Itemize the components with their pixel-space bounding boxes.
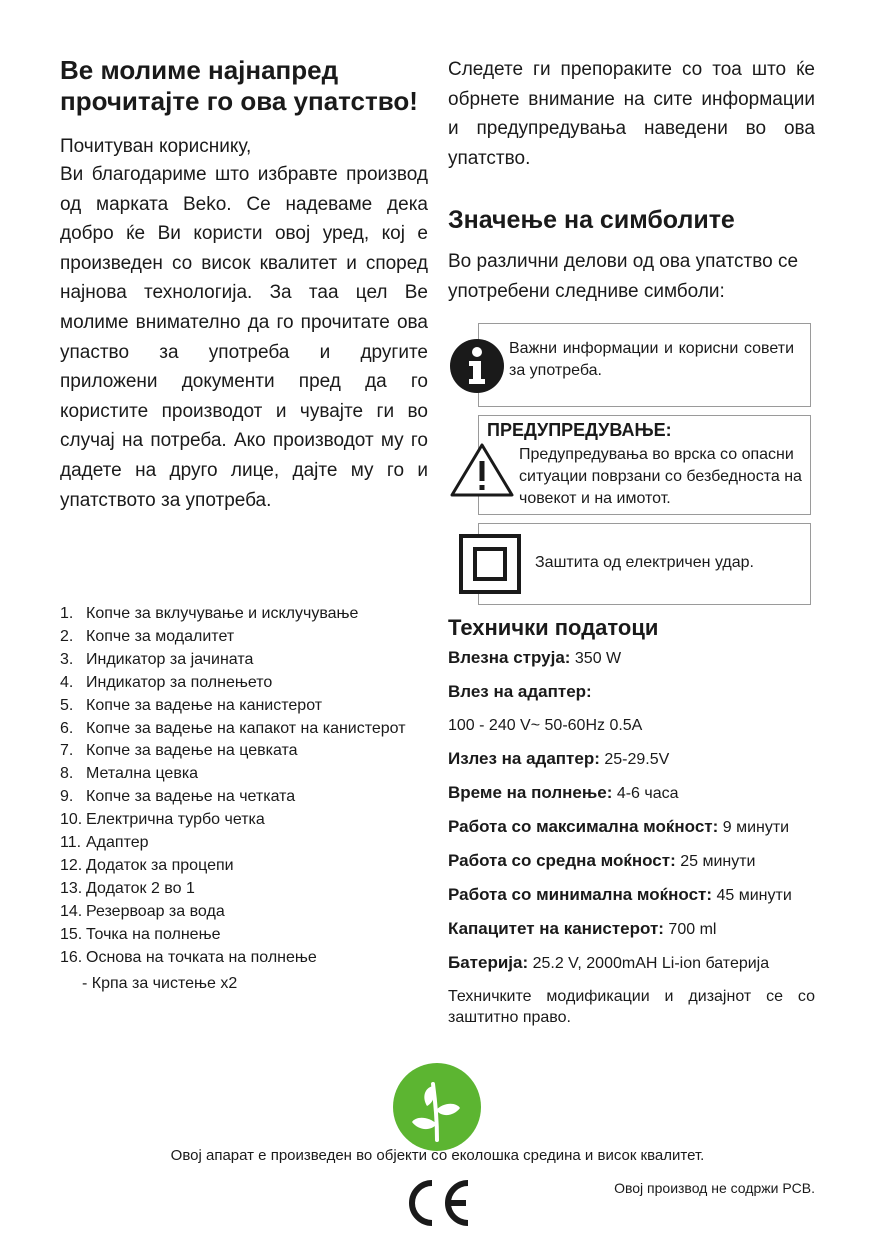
list-item: 9. Копче за вадење на четката — [60, 788, 296, 806]
tech-heading: Технички податоци — [448, 614, 659, 640]
page-title: Ве молиме најнапред прочитајте го ова упатство! — [60, 55, 418, 116]
symbols-intro: Во различни делови од ова упатство се употребени следниве симболи: — [448, 251, 799, 302]
list-item: 11. Адаптер — [60, 834, 149, 852]
list-item: 4. Индикатор за полнењето — [60, 673, 273, 691]
list-item: 16. Основа на точката на полнење — [60, 948, 317, 966]
spec-row: Батерија: 25.2 V, 2000mAH Li-ion батерија — [448, 952, 770, 972]
warning-title: ПРЕДУПРЕДУВАЊЕ: — [487, 419, 672, 440]
warning-symbol-text: Предупредувања во врска со опасни ситуации поврзани со безбедноста на човекот и на имотот. — [519, 445, 802, 507]
spec-row: Влез на адаптер: — [448, 681, 592, 701]
parts-list — [60, 603, 440, 970]
greeting: Почитуван кориснику, — [60, 136, 252, 157]
list-item: 13. Додаток 2 во 1 — [60, 879, 195, 897]
list-item: 3. Индикатор за јачината — [60, 650, 254, 668]
list-item: 12. Додаток за процепи — [60, 856, 234, 874]
spec-row: Работа со средна моќност: 25 минути — [448, 850, 756, 870]
pcb-text: Овој производ не содржи PCB. — [614, 1180, 815, 1196]
warning-icon — [449, 442, 515, 503]
spec-row: Работа со минимална моќност: 45 минути — [448, 884, 792, 904]
double-insulation-icon — [459, 534, 521, 599]
ce-mark-icon — [402, 1177, 474, 1229]
spec-row: 100 - 240 V~ 50-60Hz 0.5A — [448, 716, 643, 734]
list-item: 8. Метална цевка — [60, 765, 199, 783]
symbols-heading: Значење на симболите — [448, 206, 735, 235]
eco-text: Овој апарат е произведен во објекти со еколошка средина и висок квалитет. — [170, 1147, 705, 1164]
tech-note: Техничките модификации и дизајнот се со заштитно право. — [448, 987, 815, 1026]
info-icon — [449, 338, 505, 399]
list-item: 10. Електрична турбо четка — [60, 811, 265, 829]
spec-row: Капацитет на канистерот: 700 ml — [448, 918, 717, 938]
shock-symbol-text: Заштита од електричен удар. — [535, 553, 754, 571]
list-item: 14. Резервоар за вода — [60, 902, 225, 920]
info-symbol-box — [478, 323, 811, 407]
spec-row: Време на полнење: 4-6 часа — [448, 782, 679, 802]
list-item: 1. Копче за вклучување и исклучување — [60, 605, 359, 622]
list-item: 2. Копче за модалитет — [60, 627, 235, 645]
list-item: 7. Копче за вадење на цевката — [60, 742, 298, 760]
warning-symbol-box — [478, 415, 811, 515]
spec-row: Излез на адаптер: 25-29.5V — [448, 748, 670, 768]
right-column — [448, 55, 815, 1028]
list-item: 5. Копче за вадење на канистерот — [60, 696, 323, 714]
info-symbol-text: Важни информации и корисни совети за употреба. — [509, 339, 794, 379]
left-column — [60, 55, 428, 515]
shock-symbol-box — [478, 523, 811, 605]
spec-row: Работа со максимална моќност: 9 минути — [448, 816, 790, 836]
extra-item: - Крпа за чистење x2 — [82, 975, 238, 992]
eco-leaf-icon — [392, 1062, 482, 1152]
list-item: 15. Точка на полнење — [60, 925, 221, 943]
spec-row: Влезна струја: 350 W — [448, 647, 622, 667]
intro-text: Ви благодариме што избравте производ од марката Beko. Се надеваме дека добро ќе Ви користи овој уред, кој е произведен со висок квалитет и според најнова технологија. За таа цел Ве молиме внимателно да го прочитате ова упаство за употреба и другите приложени документи пред да го користите производот и чувајте ги во случај на потреба. Ако производот му го дадете на друго лице, дајте му го и упатството за употреба. — [60, 164, 428, 511]
list-item: 6. Копче за вадење на капакот на канистерот — [60, 719, 406, 737]
recommendation-text: Следете ги препораките со тоа што ќе обрнете внимание на сите информации и предупредувања наведени во ова упатство. — [448, 59, 815, 169]
